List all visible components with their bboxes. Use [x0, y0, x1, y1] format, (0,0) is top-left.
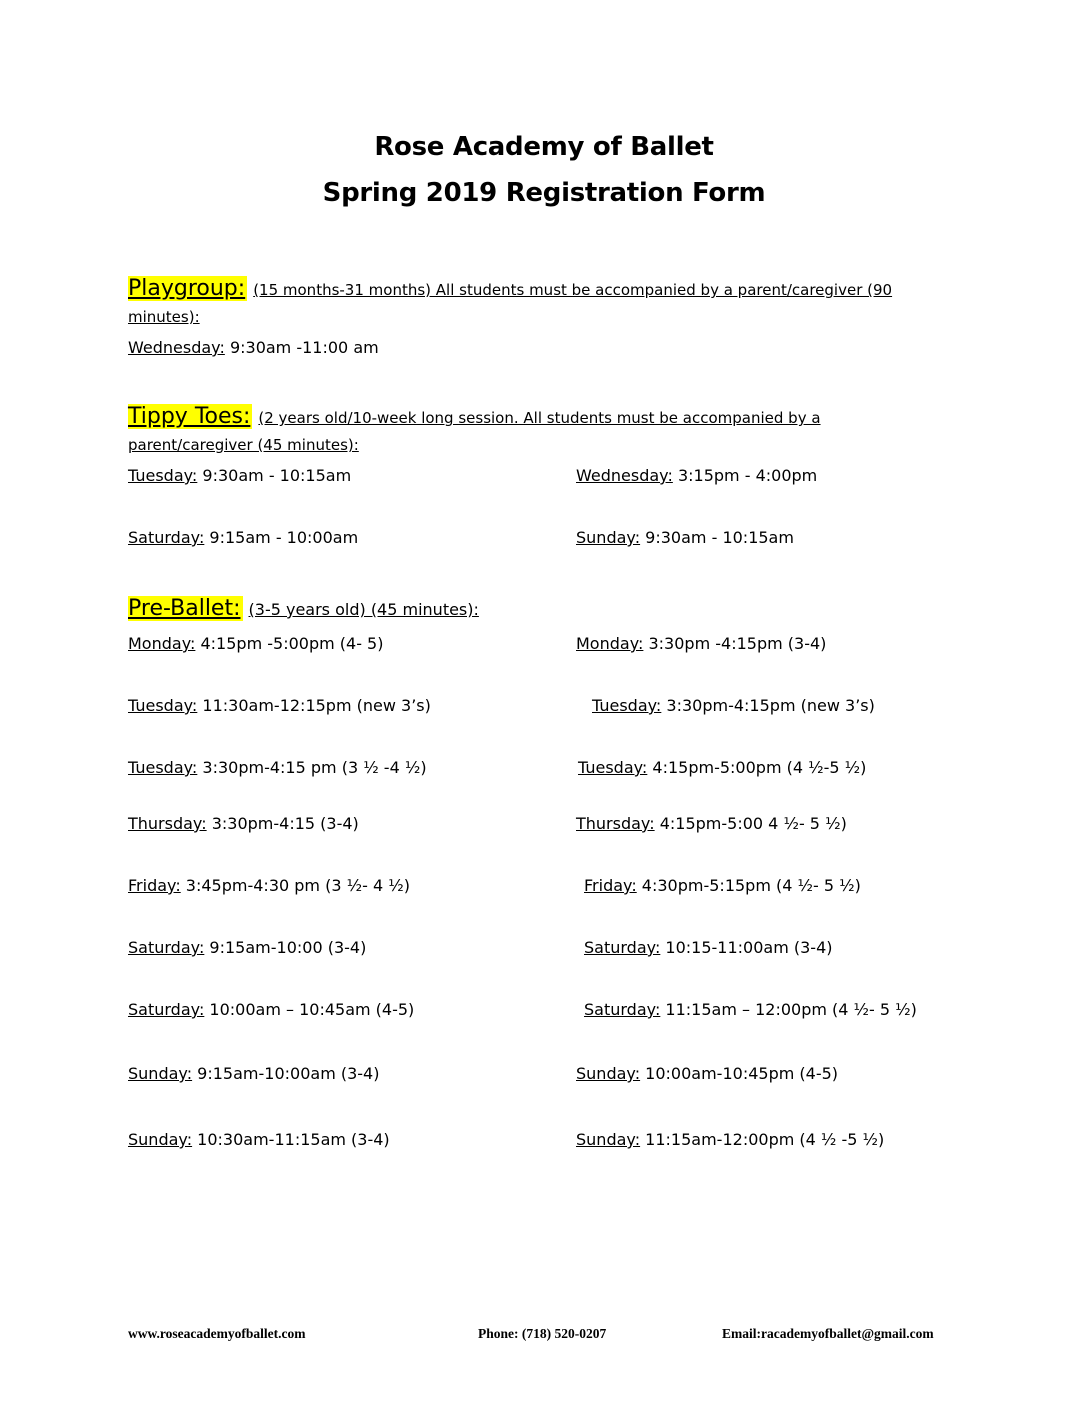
playgroup-entry-wednesday [128, 338, 379, 357]
pre-ballet-entry [576, 1064, 838, 1083]
entry-time: 10:15-11:00am (3-4) [660, 938, 833, 957]
entry-day: Saturday: [128, 938, 205, 957]
entry-day: Wednesday: [576, 466, 673, 485]
pre-ballet-entry [576, 634, 826, 653]
footer-email: Email:racademyofballet@gmail.com [722, 1326, 934, 1341]
entry-time: 10:30am-11:15am (3-4) [192, 1130, 390, 1149]
entry-day: Friday: [584, 876, 637, 895]
playgroup-description-cont: minutes): [128, 308, 200, 326]
entry-day: Tuesday: [128, 696, 198, 715]
entry-time: 9:15am - 10:00am [204, 528, 359, 547]
entry-day: Thursday: [128, 814, 207, 833]
pre-ballet-entry [128, 634, 383, 653]
entry-day: Wednesday: [128, 338, 225, 357]
entry-time: 9:15am-10:00am (3-4) [192, 1064, 380, 1083]
entry-time: 11:30am-12:15pm (new 3’s) [197, 696, 431, 715]
entry-day: Tuesday: [128, 466, 198, 485]
pre-ballet-entry [576, 1130, 884, 1149]
pre-ballet-description: (3-5 years old) (45 minutes): [248, 600, 479, 619]
entry-day: Saturday: [128, 1000, 205, 1019]
pre-ballet-entry [584, 1000, 917, 1019]
entry-day: Tuesday: [128, 758, 198, 777]
entry-day: Tuesday: [592, 696, 662, 715]
pre-ballet-entry [578, 758, 866, 777]
pre-ballet-entry [128, 814, 359, 833]
entry-day: Sunday: [128, 1130, 193, 1149]
entry-day: Friday: [128, 876, 181, 895]
tippy-toes-entry [576, 466, 817, 485]
entry-time: 9:15am-10:00 (3-4) [204, 938, 367, 957]
pre-ballet-entry [128, 938, 366, 957]
pre-ballet-entry [128, 1000, 414, 1019]
entry-day: Saturday: [584, 938, 661, 957]
footer-website: www.roseacademyofballet.com [128, 1326, 306, 1341]
playgroup-heading [128, 276, 892, 301]
page-subtitle: Spring 2019 Registration Form [322, 178, 766, 208]
entry-day: Sunday: [576, 528, 641, 547]
tippy-toes-entry [128, 466, 351, 485]
entry-time: 10:00am – 10:45am (4-5) [204, 1000, 415, 1019]
pre-ballet-entry [128, 1130, 390, 1149]
pre-ballet-entry [128, 696, 431, 715]
playgroup-title: Playgroup: [128, 276, 246, 301]
entry-time: 3:30pm -4:15pm (3-4) [643, 634, 827, 653]
entry-time: 4:15pm-5:00 4 ½- 5 ½) [654, 814, 847, 833]
entry-time: 3:30pm-4:15 (3-4) [206, 814, 359, 833]
tippy-toes-entry [128, 528, 358, 547]
pre-ballet-heading [128, 596, 479, 621]
entry-day: Saturday: [128, 528, 205, 547]
entry-day: Thursday: [576, 814, 655, 833]
entry-time: 4:15pm -5:00pm (4- 5) [195, 634, 384, 653]
entry-day: Tuesday: [578, 758, 648, 777]
pre-ballet-entry [128, 876, 410, 895]
entry-time: 9:30am - 10:15am [640, 528, 794, 547]
tippy-toes-description-cont: parent/caregiver (45 minutes): [128, 436, 359, 454]
entry-time: 10:00am-10:45pm (4-5) [640, 1064, 839, 1083]
entry-time: 4:30pm-5:15pm (4 ½- 5 ½) [636, 876, 861, 895]
entry-time: 11:15am – 12:00pm (4 ½- 5 ½) [660, 1000, 917, 1019]
footer-phone: Phone: (718) 520-0207 [478, 1326, 607, 1341]
tippy-toes-heading [128, 404, 821, 429]
entry-time: 9:30am - 10:15am [197, 466, 352, 485]
pre-ballet-entry [576, 814, 847, 833]
entry-day: Monday: [576, 634, 644, 653]
tippy-toes-entry [576, 528, 794, 547]
pre-ballet-entry [592, 696, 875, 715]
tippy-toes-description: (2 years old/10-week long session. All students must be accompanied by a [258, 409, 821, 427]
entry-day: Sunday: [128, 1064, 193, 1083]
entry-day: Monday: [128, 634, 196, 653]
tippy-toes-title: Tippy Toes: [128, 404, 251, 429]
entry-time: 11:15am-12:00pm (4 ½ -5 ½) [640, 1130, 885, 1149]
pre-ballet-entry [584, 876, 861, 895]
playgroup-description: (15 months-31 months) All students must be accompanied by a parent/caregiver (90 [253, 281, 893, 299]
entry-time: 4:15pm-5:00pm (4 ½-5 ½) [647, 758, 867, 777]
pre-ballet-title: Pre-Ballet: [128, 596, 241, 621]
entry-time: 3:45pm-4:30 pm (3 ½- 4 ½) [180, 876, 410, 895]
entry-time: 9:30am -11:00 am [224, 338, 379, 357]
entry-day: Saturday: [584, 1000, 661, 1019]
entry-day: Sunday: [576, 1130, 641, 1149]
page-title: Rose Academy of Ballet [374, 132, 714, 162]
entry-time: 3:15pm - 4:00pm [672, 466, 818, 485]
entry-time: 3:30pm-4:15 pm (3 ½ -4 ½) [197, 758, 427, 777]
entry-day: Sunday: [576, 1064, 641, 1083]
pre-ballet-entry [584, 938, 833, 957]
pre-ballet-entry [128, 1064, 379, 1083]
pre-ballet-entry [128, 758, 427, 777]
entry-time: 3:30pm-4:15pm (new 3’s) [661, 696, 875, 715]
